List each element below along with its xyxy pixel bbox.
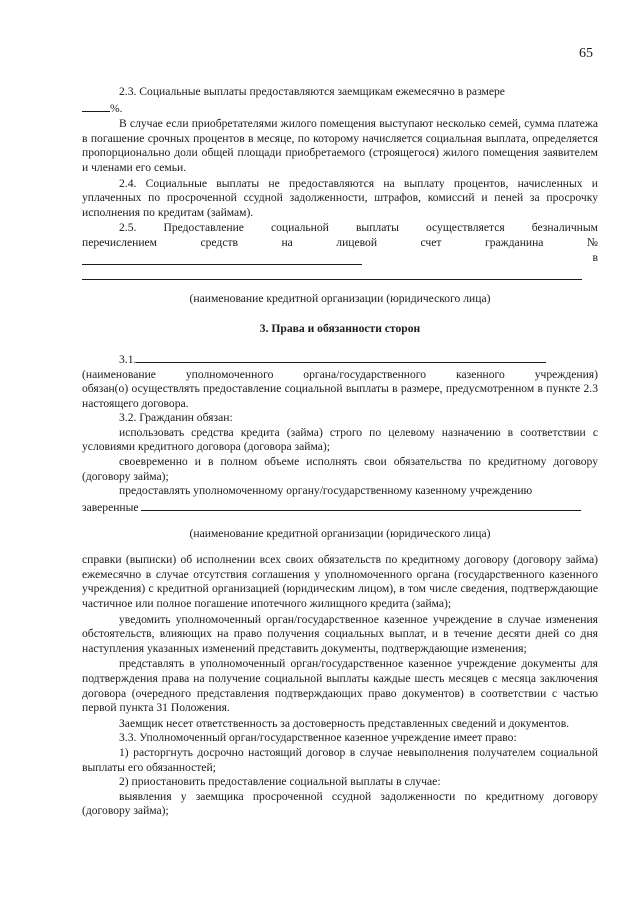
clause-3-3-intro: 3.3. Уполномоченный орган/государственное казенное учреждение имеет право: xyxy=(119,731,517,745)
clause-3-2-use-credit: использовать средства кредита (займа) строго по целевому назначению в соответствии с условиями кредитного договора (договора займа); xyxy=(82,425,598,454)
clause-2-5-account-line xyxy=(82,251,598,266)
clause-3-2-provide: предоставлять уполномоченному органу/государственному казенному учреждению xyxy=(119,484,533,498)
clause-3-3-item-2: 2) приостановить предоставление социальной выплаты в случае: xyxy=(119,775,441,789)
borrower-responsibility: Заемщик несет ответственность за достоверность представленных сведений и документов. xyxy=(119,716,570,730)
bank-name-blank-2 xyxy=(141,499,581,511)
account-blank-1 xyxy=(82,253,162,265)
clause-3-3-item-1: 1) расторгнуть досрочно настоящий договор в случае невыполнения получателем социальной выплаты его обязанностей; xyxy=(82,745,598,774)
clause-3-2-notify: уведомить уполномоченный орган/государственное казенное учреждение в случае изменения обстоятельств, влияющих на право получения социальных выплат, и в течение десяти дней со дня наступления указанных изменений представить документы, подтверждающие изменения; xyxy=(82,612,598,655)
authority-name-caption: (наименование уполномоченного органа/государственного казенного учреждения) xyxy=(82,367,598,381)
clause-3-2-on-time: своевременно и в полном объеме исполнять свои обязательства по кредитному договору (договору займа); xyxy=(82,455,598,483)
clause-3-2-certificates: справки (выписки) об исполнении всех своих обязательств по кредитному договору (договору займа) ежемесячно в случае отсутствия соглашения у уполномоченного органа (государственного казенного учреждения) с кредитной организацией (юридическим лицом), в том числе сведения, подтверждающие частичное или полное погашение ипотечного жилищного кредита (займа); xyxy=(82,553,598,610)
clause-2-3 xyxy=(82,85,598,100)
document-body xyxy=(82,85,598,819)
clause-3-2-certified-line xyxy=(82,499,598,516)
certified-label: заверенные xyxy=(82,500,139,514)
clause-3-1-number-line xyxy=(82,351,598,368)
clause-2-4: 2.4. Социальные выплаты не предоставляются на выплату процентов, начисленных и уплаченных по просроченной ссудной задолженности, штрафов, комиссий и пеней за просрочку исполнения по кредитам (займам). xyxy=(82,176,598,219)
bank-name-caption: (наименование кредитной организации (юридического лица) xyxy=(189,291,491,305)
clause-2-3-text: 2.3. Социальные выплаты предоставляются заемщикам ежемесячно в размере xyxy=(119,85,505,98)
bank-name-caption-2: (наименование кредитной организации (юридического лица) xyxy=(189,527,491,541)
percent-sign: %. xyxy=(110,101,123,115)
clause-3-1-text: обязан(о) осуществлять предоставление социальной выплаты в размере, предусмотренном в пункте 2.3 настоящего договора. xyxy=(82,382,598,410)
clause-3-3-item-2-detail: выявления у заемщика просроченной ссудной задолженности по кредитному договору (договору займа); xyxy=(82,789,598,818)
clause-2-5-in: в xyxy=(592,250,598,264)
clause-3-2-intro: 3.2. Гражданин обязан: xyxy=(119,411,233,425)
percent-blank xyxy=(82,100,110,112)
authority-name-blank xyxy=(136,351,546,363)
clause-3-1-number: 3.1. xyxy=(119,352,137,366)
page-number: 65 xyxy=(579,46,593,61)
clause-2-5-line2: перечислением средств на лицевой счет гражданина № xyxy=(82,235,598,249)
clause-2-5-line1: 2.5. Предоставление социальной выплаты осуществляется безналичным xyxy=(119,221,598,235)
account-blank-2 xyxy=(162,253,362,265)
section-3-title: 3. Права и обязанности сторон xyxy=(259,322,421,336)
clause-2-3-percent-line xyxy=(82,100,598,117)
multi-family-paragraph: В случае если приобретателями жилого помещения выступают несколько семей, сумма платежа в погашение срочных процентов в месяце, по которому начисляется социальная выплата, определяется пропорционально доли общей площади приобретаемого (строящегося) жилого помещения заявителем и членами его семьи. xyxy=(82,117,598,174)
bank-name-blank xyxy=(82,267,582,280)
clause-3-2-documents: представлять в уполномоченный орган/государственное казенное учреждение документы для подтверждения права на получение социальной выплаты каждые шесть месяцев с месяца заключения договора (очередного представления подтверждающих право документов) в соответствии с частью первой пункта 31 Положения. xyxy=(82,657,598,715)
